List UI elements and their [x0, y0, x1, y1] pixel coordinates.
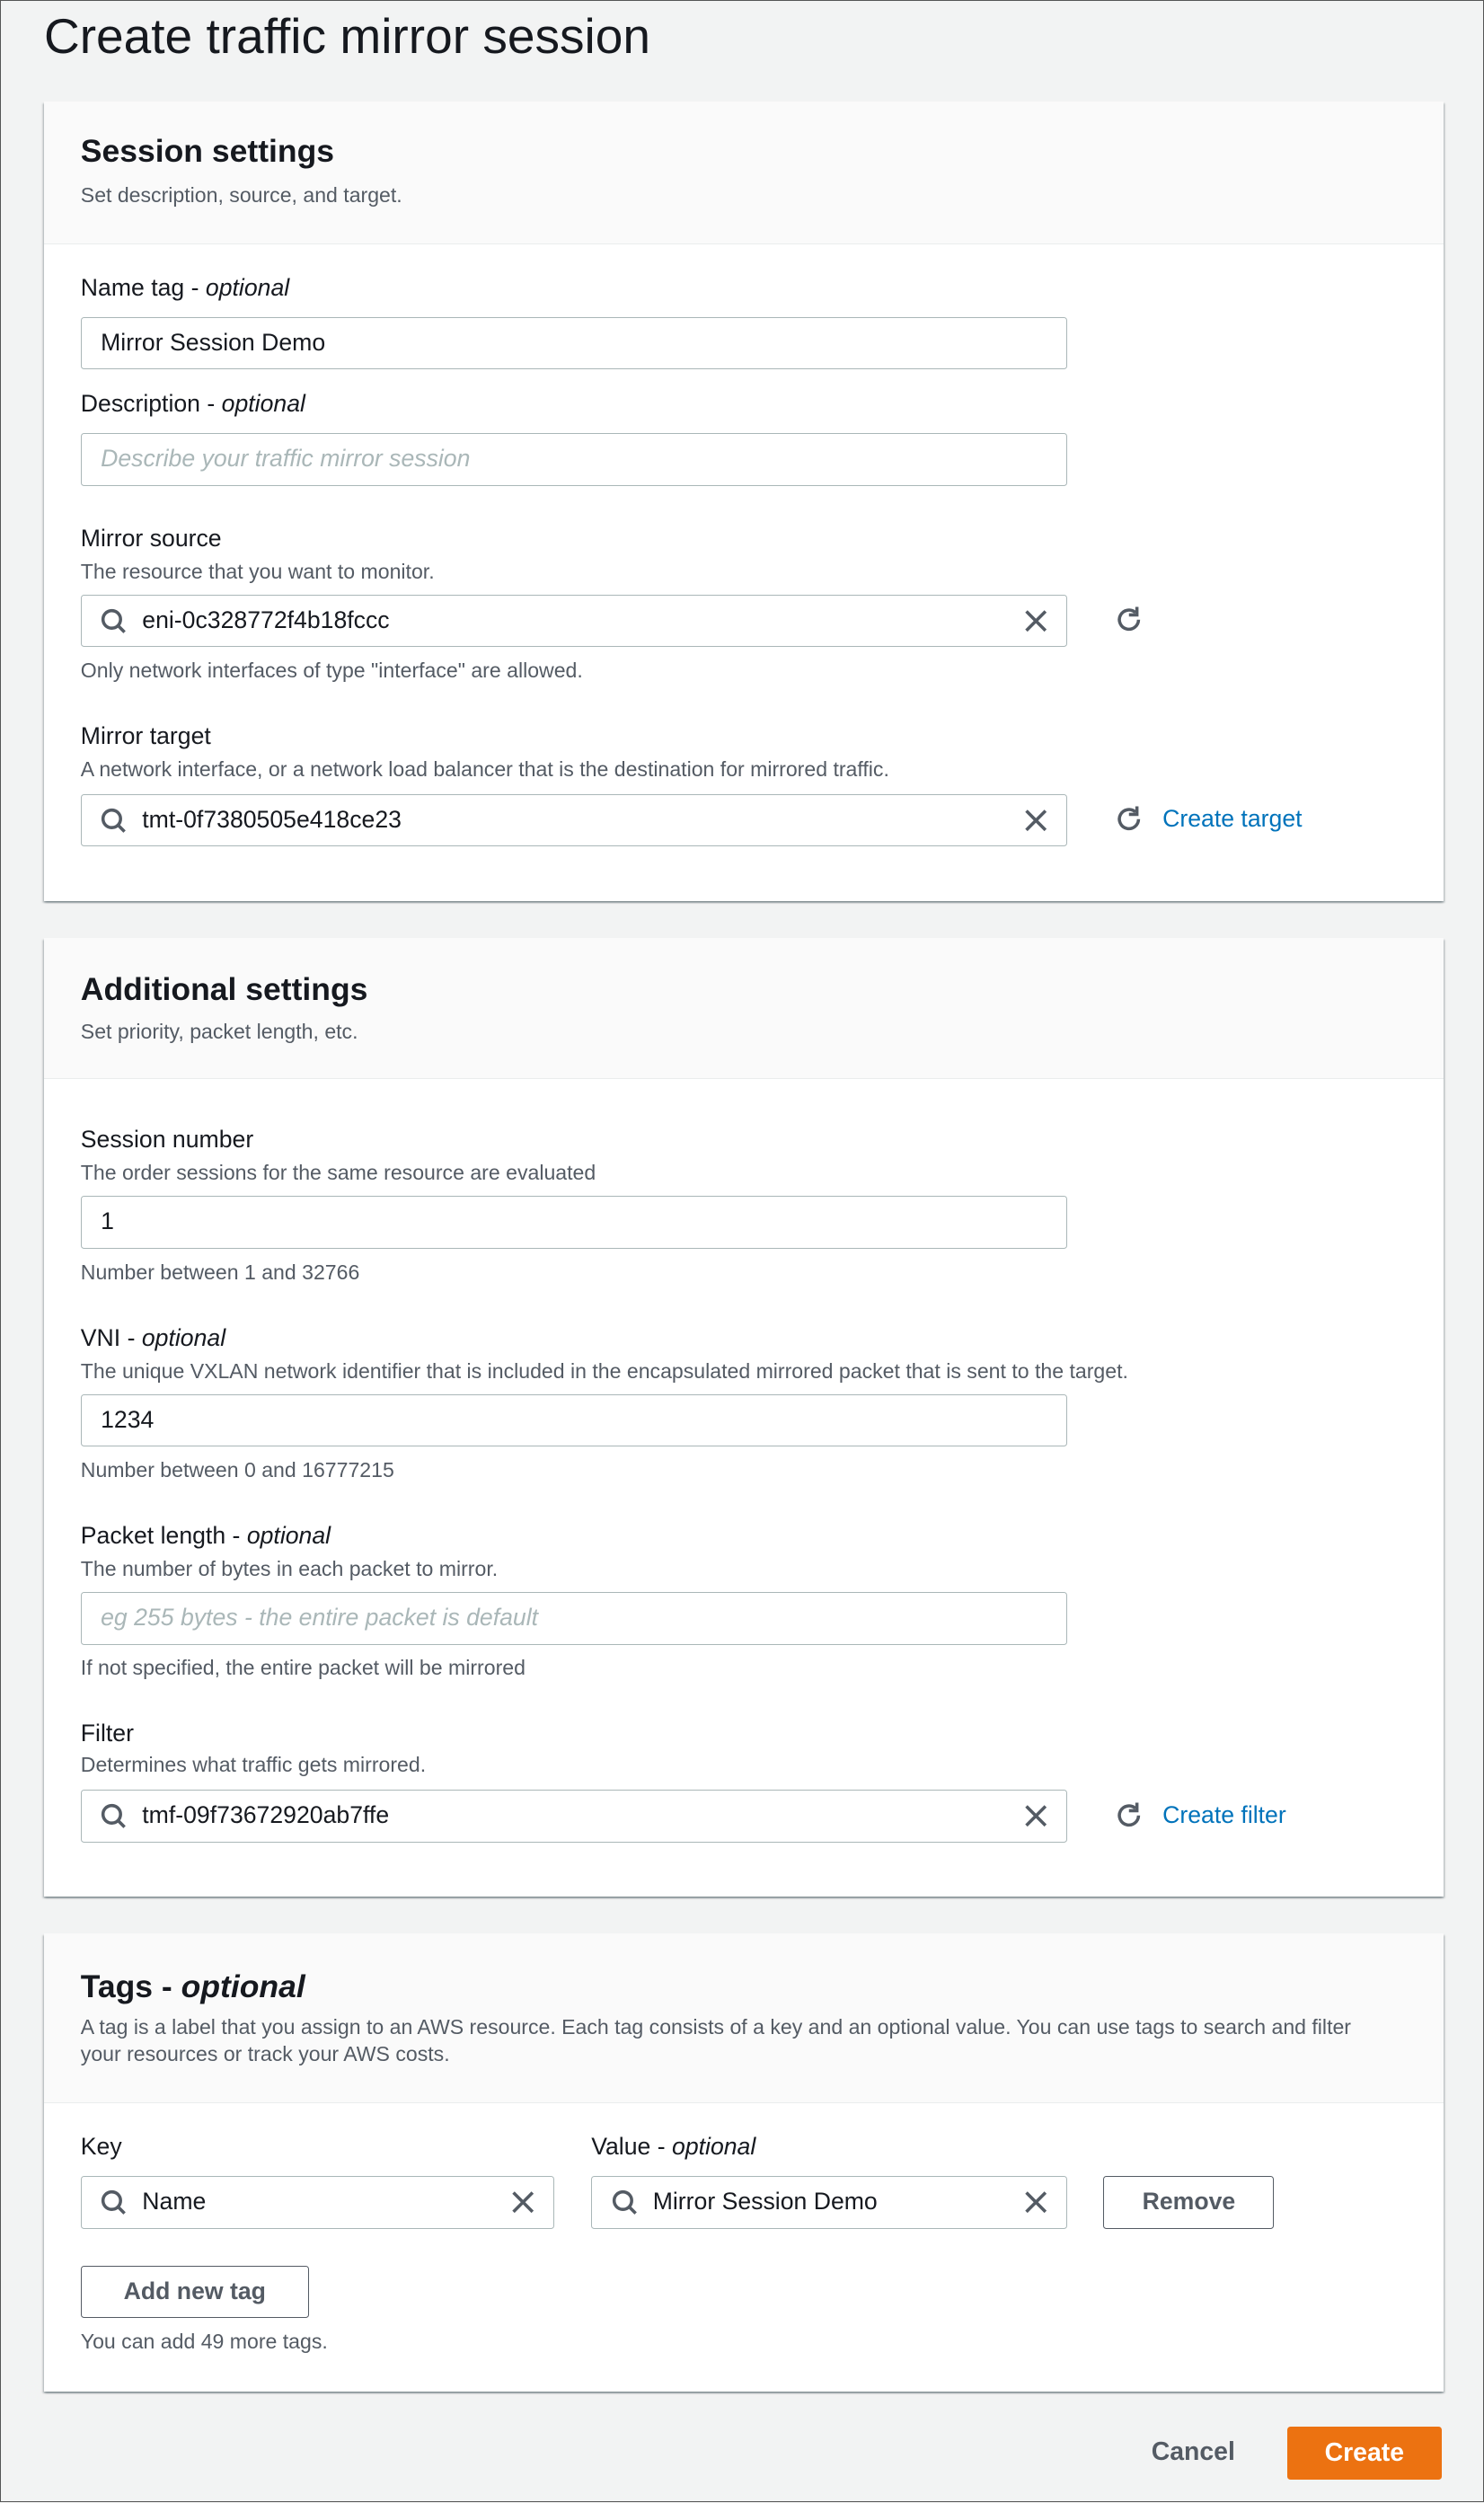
search-icon: [101, 2189, 126, 2215]
refresh-icon[interactable]: [1113, 604, 1145, 636]
description-label: Description - optional: [80, 390, 305, 418]
mirror-source-description: The resource that you want to monitor.: [80, 559, 435, 583]
mirror-target-value: tmt-0f7380505e418ce23: [142, 805, 402, 833]
panel-description: Set priority, packet length, etc.: [80, 1019, 358, 1043]
create-filter-link[interactable]: Create filter: [1162, 1800, 1286, 1828]
panel-header: [44, 1933, 1444, 2103]
clear-icon[interactable]: [1023, 1803, 1048, 1828]
description-input[interactable]: Describe your traffic mirror session: [81, 433, 1067, 486]
vni-input[interactable]: 1234: [81, 1394, 1067, 1447]
session-number-input[interactable]: 1: [81, 1196, 1067, 1249]
key-label: Key: [80, 2133, 122, 2161]
additional-settings-panel: [44, 938, 1444, 1897]
panel-heading: Additional settings: [80, 970, 368, 1007]
mirror-target-description: A network interface, or a network load balancer that is the destination for mirrored traffic.: [80, 756, 889, 781]
tags-panel: [44, 1933, 1444, 2392]
remove-tag-button[interactable]: Remove: [1103, 2176, 1274, 2229]
refresh-icon[interactable]: [1113, 1800, 1145, 1832]
panel-header: [44, 938, 1444, 1079]
filter-description: Determines what traffic gets mirrored.: [80, 1753, 427, 1777]
session-number-label: Session number: [80, 1126, 254, 1154]
mirror-source-label: Mirror source: [80, 524, 222, 552]
session-number-description: The order sessions for the same resource are evaluated: [80, 1161, 596, 1185]
search-icon: [101, 608, 126, 633]
packet-length-label: Packet length - optional: [80, 1521, 331, 1549]
vni-help: Number between 0 and 16777215: [80, 1457, 394, 1481]
filter-label: Filter: [80, 1720, 134, 1747]
panel-description: Set description, source, and target.: [80, 182, 402, 207]
create-button[interactable]: Create: [1287, 2427, 1442, 2480]
name-tag-input[interactable]: Mirror Session Demo: [81, 317, 1067, 370]
session-number-help: Number between 1 and 32766: [80, 1260, 360, 1284]
page-title: Create traffic mirror session: [43, 8, 650, 65]
packet-length-input[interactable]: eg 255 bytes - the entire packet is default: [81, 1592, 1067, 1645]
tag-key-value: Name: [142, 2188, 207, 2216]
clear-icon[interactable]: [510, 2189, 535, 2215]
session-settings-panel: [44, 102, 1444, 901]
mirror-source-value: eni-0c328772f4b18fccc: [142, 606, 390, 633]
filter-input[interactable]: [81, 1790, 1067, 1843]
tag-value-input[interactable]: [591, 2176, 1066, 2229]
vni-description: The unique VXLAN network identifier that is included in the encapsulated mirrored packet that is sent to the target.: [80, 1358, 1128, 1383]
clear-icon[interactable]: [1023, 2189, 1048, 2215]
packet-length-description: The number of bytes in each packet to mirror.: [80, 1556, 499, 1580]
filter-value: tmf-09f73672920ab7ffe: [142, 1801, 390, 1829]
clear-icon[interactable]: [1023, 608, 1048, 633]
value-label: Value - optional: [591, 2133, 756, 2161]
tags-help: You can add 49 more tags.: [80, 2329, 328, 2353]
search-icon: [612, 2189, 637, 2215]
refresh-icon[interactable]: [1113, 803, 1145, 836]
panel-description: A tag is a label that you assign to an AWS resource. Each tag consists of a key and an optional value. You can use tags to search and filter your resources or track your AWS costs.: [80, 2014, 1351, 2066]
search-icon: [101, 808, 126, 833]
panel-heading: Tags - optional: [80, 1968, 305, 2005]
add-new-tag-button[interactable]: Add new tag: [81, 2266, 309, 2319]
panel-header: [44, 102, 1444, 244]
cancel-button[interactable]: Cancel: [1151, 2437, 1235, 2467]
vni-label: VNI - optional: [80, 1323, 226, 1351]
search-icon: [101, 1803, 126, 1828]
panel-heading: Session settings: [80, 133, 335, 170]
mirror-source-help: Only network interfaces of type "interface" are allowed.: [80, 658, 583, 682]
mirror-target-label: Mirror target: [80, 721, 211, 749]
mirror-source-input[interactable]: [81, 595, 1067, 648]
packet-length-help: If not specified, the entire packet will be mirrored: [80, 1656, 526, 1680]
clear-icon[interactable]: [1023, 808, 1048, 833]
tag-value-value: Mirror Session Demo: [652, 2188, 878, 2216]
mirror-target-input[interactable]: [81, 794, 1067, 847]
name-tag-label: Name tag - optional: [80, 273, 290, 301]
create-target-link[interactable]: Create target: [1162, 805, 1303, 833]
tag-key-input[interactable]: [81, 2176, 555, 2229]
